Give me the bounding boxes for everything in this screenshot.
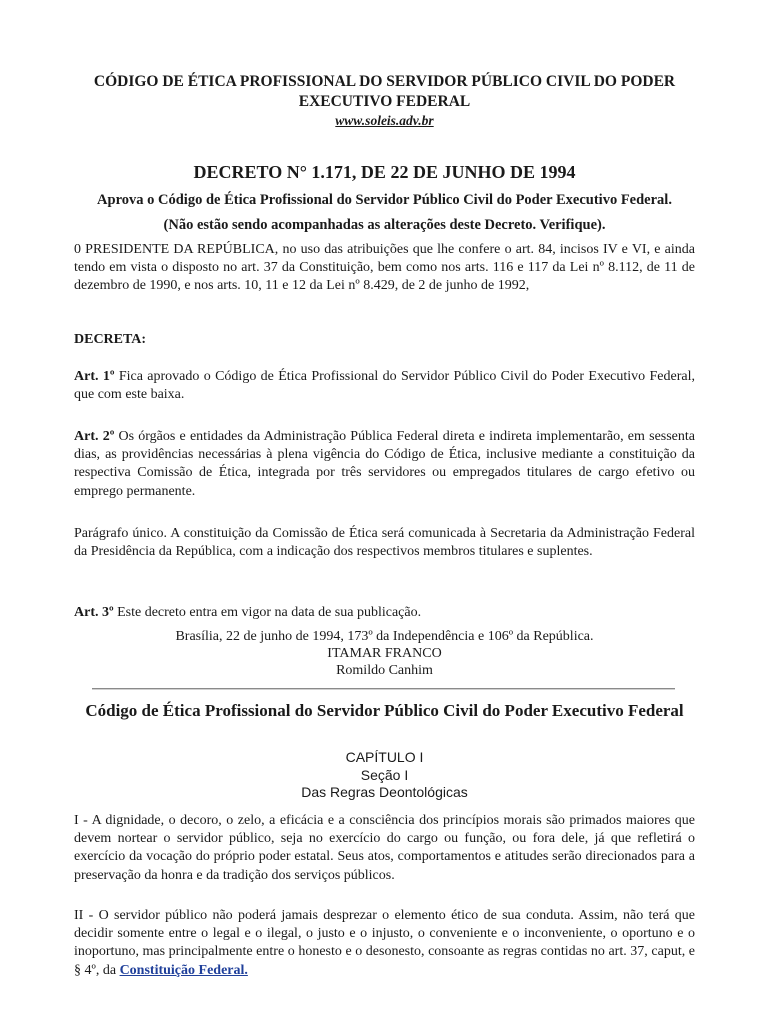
article-1-label: Art. 1º [74, 369, 115, 384]
article-2 [74, 428, 695, 501]
chapter-heading [74, 749, 695, 802]
decreta-heading: DECRETA: [74, 332, 147, 347]
section-label: Seção I [360, 766, 409, 783]
article-1-text: Fica aprovado o Código de Ética Profissional do Servidor Público Civil do Poder Executivo Federal, que com este baixa. [74, 369, 696, 403]
decree-summary: Aprova o Código de Ética Profissional do Servidor Público Civil do Poder Executivo Federal. [97, 192, 672, 208]
rule-item-2 [74, 907, 695, 980]
decree-title: DECRETO N° 1.171, DE 22 DE JUNHO DE 1994 [193, 162, 576, 182]
article-3-label: Art. 3º [74, 605, 114, 620]
decree-preamble: 0 PRESIDENTE DA REPÚBLICA, no uso das atribuições que lhe confere o art. 84, incisos IV e VI, e ainda tendo em vista o disposto no art. 37 da Constituição, bem como nos arts. 116 e 117 da Lei nº 8.112, de 11 de dezembro de 1990, e nos arts. 10, 11 e 12 da Lei nº 8.429, de 2 de junho de 1992, [74, 242, 695, 294]
article-3 [74, 604, 695, 622]
place-date: Brasília, 22 de junho de 1994, 173º da Independência e 106º da República. [175, 629, 594, 644]
rule-item-2-text: II - O servidor público não poderá jamais desprezar o elemento ético de sua conduta. Assim, não terá que decidir somente entre o legal e o ilegal, o justo e o injusto, o conveniente e o inconveniente, o oportuno e o inoportuno, mas principalmente entre o honesto e o desonesto, consoante as regras contidas no art. 37, caput, e § 4º, da [74, 908, 695, 978]
article-3-text: Este decreto entra em vigor na data de sua publicação. [117, 605, 422, 620]
decree-notice: (Não estão sendo acompanhadas as alterações deste Decreto. Verifique). [163, 217, 606, 233]
signer-president: ITAMAR FRANCO [327, 646, 442, 661]
code-title: Código de Ética Profissional do Servidor Público Civil do Poder Executivo Federal [85, 701, 684, 720]
article-1 [74, 368, 695, 404]
signer-minister: Romildo Canhim [336, 663, 433, 678]
document-header [74, 72, 695, 130]
sole-paragraph: Parágrafo único. A constituição da Comissão de Ética será comunicada à Secretaria da Administração Federal da Presidência da República, com a indicação dos respectivos membros titulares e suplentes. [74, 526, 695, 560]
horizontal-divider [92, 688, 675, 690]
signature-block [74, 628, 695, 679]
header-title: CÓDIGO DE ÉTICA PROFISSIONAL DO SERVIDOR PÚBLICO CIVIL DO PODER EXECUTIVO FEDERAL [93, 73, 676, 110]
constitution-link[interactable]: Constituição Federal. [119, 962, 248, 978]
rule-item-1: I - A dignidade, o decoro, o zelo, a eficácia e a consciência dos princípios morais são primados maiores que devem nortear o servidor público, seja no exercício do cargo ou função, ou fora dele, já que refletirá o exercício da vocação do próprio poder estatal. Seus atos, comportamentos e atitudes serão direcionados para a preservação da honra e da tradição dos serviços públicos. [74, 813, 695, 883]
header-url: www.soleis.adv.br [335, 113, 434, 128]
section-name: Das Regras Deontológicas [301, 784, 468, 800]
chapter-label: CAPÍTULO I [345, 749, 424, 765]
article-2-label: Art. 2º [74, 429, 115, 444]
article-2-text: Os órgãos e entidades da Administração Pública Federal direta e indireta implementarão, em sessenta dias, as providências necessárias à plena vigência do Código de Ética, inclusive mediante a constituição da respectiva Comissão de Ética, integrada por três servidores ou empregados titulares de cargo efetivo ou emprego permanente. [74, 429, 695, 499]
